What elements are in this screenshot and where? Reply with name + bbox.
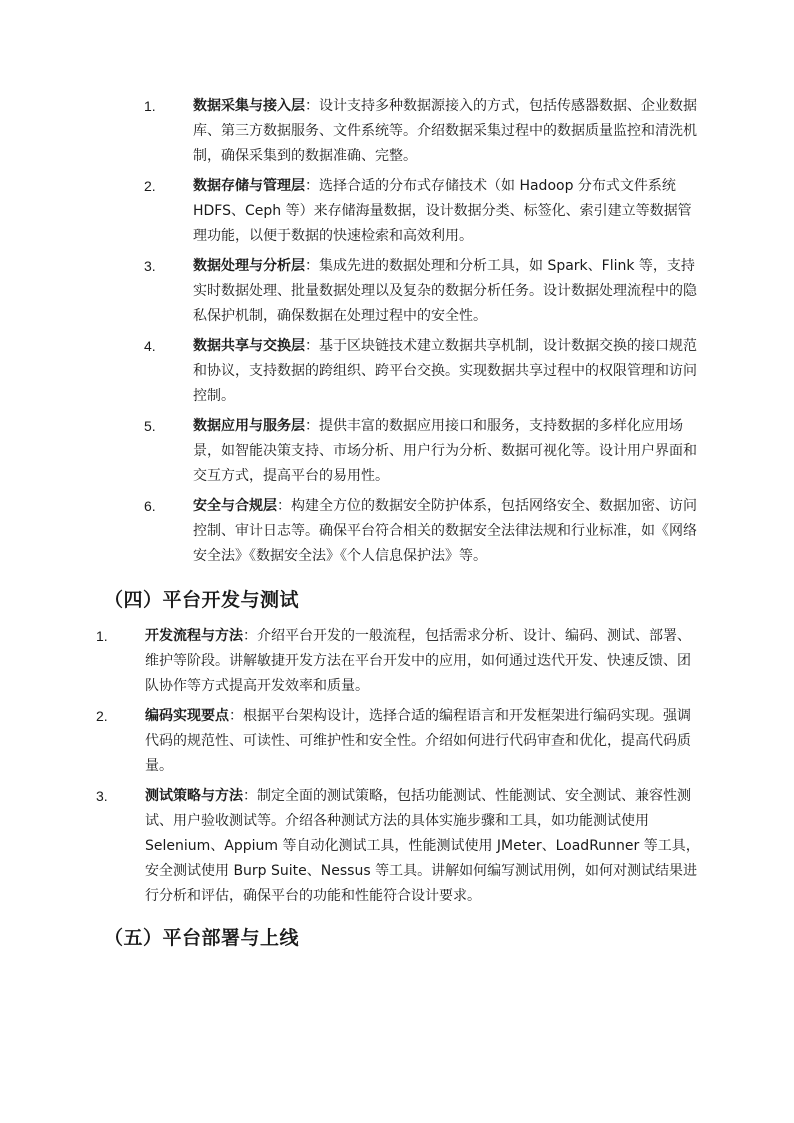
list-term: 测试策略与方法 bbox=[145, 788, 243, 804]
list-item bbox=[143, 174, 703, 249]
list-description: ：基于区块链技术建立数据共享机制，设计数据交换的接口规范和协议，支持数据的跨组织、跨平台交换。实现数据共享过程中的权限管理和访问控制。 bbox=[193, 338, 697, 404]
list-number: 3. bbox=[144, 258, 156, 274]
list-item bbox=[143, 334, 703, 409]
list-item bbox=[143, 414, 703, 489]
architecture-layer-list bbox=[143, 94, 703, 574]
list-number: 1. bbox=[96, 628, 108, 644]
list-description: ：选择合适的分布式存储技术（如 Hadoop 分布式文件系统 HDFS、Ceph 等）来存储海量数据，设计数据分类、标签化、索引建立等数据管理功能，以便于数据的快速检索和高效利用。 bbox=[193, 178, 692, 244]
list-term: 数据存储与管理层 bbox=[193, 178, 305, 194]
list-term: 数据采集与接入层 bbox=[193, 98, 305, 114]
list-number: 5. bbox=[144, 418, 156, 434]
list-description: ：根据平台架构设计，选择合适的编程语言和开发框架进行编码实现。强调代码的规范性、可读性、可维护性和安全性。介绍如何进行代码审查和优化，提高代码质量。 bbox=[145, 708, 691, 774]
list-number: 3. bbox=[96, 788, 108, 804]
development-testing-list bbox=[95, 624, 703, 914]
list-item bbox=[95, 784, 703, 909]
list-description: ：制定全面的测试策略，包括功能测试、性能测试、安全测试、兼容性测试、用户验收测试等。介绍各种测试方法的具体实施步骤和工具，如功能测试使用 Selenium、Appium 等自动化测试工具，性能测试使用 JMeter、LoadRunner 等工具，安全测试使用 Burp Suite、Nessus 等工具。讲解如何编写测试用例，如何对测试结果进行分析和评估，确保平台的功能和性能符合设计要求。 bbox=[145, 788, 700, 904]
list-number: 2. bbox=[144, 178, 156, 194]
list-term: 开发流程与方法 bbox=[145, 628, 243, 644]
list-term: 安全与合规层 bbox=[193, 498, 277, 514]
list-term: 数据共享与交换层 bbox=[193, 338, 305, 354]
list-number: 2. bbox=[96, 708, 108, 724]
list-item bbox=[95, 624, 703, 699]
list-item bbox=[143, 494, 703, 569]
list-item bbox=[143, 254, 703, 329]
list-item bbox=[95, 704, 703, 779]
list-term: 数据应用与服务层 bbox=[193, 418, 305, 434]
list-item bbox=[143, 94, 703, 169]
list-number: 4. bbox=[144, 338, 156, 354]
list-number: 6. bbox=[144, 498, 156, 514]
list-term: 数据处理与分析层 bbox=[193, 258, 305, 274]
section-heading-deployment: （五）平台部署与上线 bbox=[104, 927, 300, 949]
list-description: ：构建全方位的数据安全防护体系，包括网络安全、数据加密、访问控制、审计日志等。确保平台符合相关的数据安全法律法规和行业标准，如《网络安全法》《数据安全法》《个人信息保护法》等。 bbox=[193, 498, 697, 564]
list-term: 编码实现要点 bbox=[145, 708, 229, 724]
section-heading-development-testing: （四）平台开发与测试 bbox=[104, 589, 300, 611]
list-description: ：介绍平台开发的一般流程，包括需求分析、设计、编码、测试、部署、维护等阶段。讲解敏捷开发方法在平台开发中的应用，如何通过迭代开发、快速反馈、团队协作等方式提高开发效率和质量。 bbox=[145, 628, 691, 694]
list-description: ：设计支持多种数据源接入的方式，包括传感器数据、企业数据库、第三方数据服务、文件系统等。介绍数据采集过程中的数据质量监控和清洗机制，确保采集到的数据准确、完整。 bbox=[193, 98, 697, 164]
list-description: ：集成先进的数据处理和分析工具，如 Spark、Flink 等，支持实时数据处理、批量数据处理以及复杂的数据分析任务。设计数据处理流程中的隐私保护机制，确保数据在处理过程中的安全性。 bbox=[193, 258, 697, 324]
list-description: ：提供丰富的数据应用接口和服务，支持数据的多样化应用场景，如智能决策支持、市场分析、用户行为分析、数据可视化等。设计用户界面和交互方式，提高平台的易用性。 bbox=[193, 418, 697, 484]
list-number: 1. bbox=[144, 98, 156, 114]
